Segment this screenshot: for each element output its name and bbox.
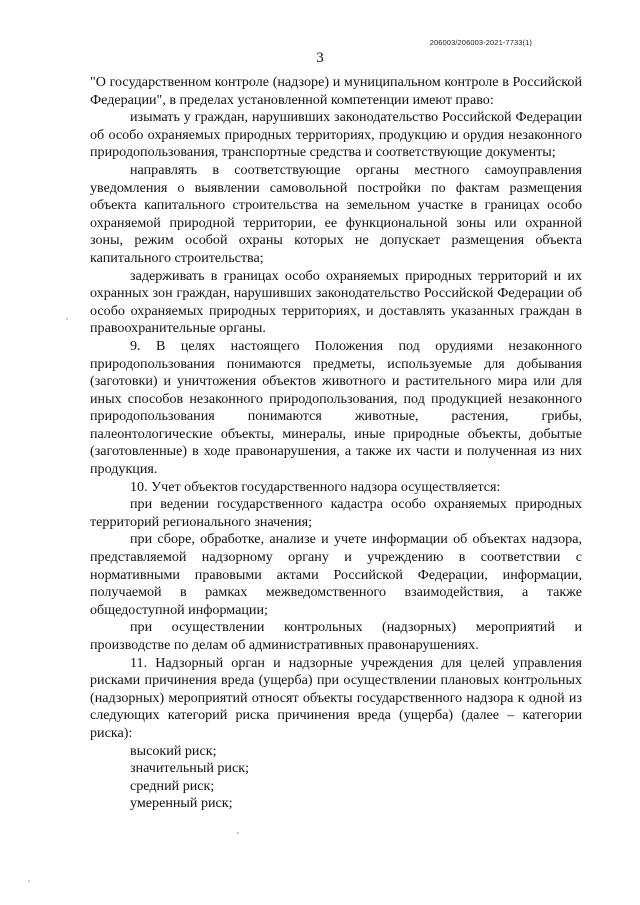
document-body <box>90 74 582 813</box>
document-registration-number: 206003/206003-2021-7733(1) <box>429 38 532 47</box>
paragraph-right-detain: задерживать в границах особо охраняемых природных территорий и их охранных зон граждан, нарушивших законодательство Российской Федерации об особо охраняемых природных территориях, и доставлять указанных граждан в правоохранительные органы. <box>90 267 582 337</box>
paragraph-item-10: 10. Учет объектов государственного надзора осуществляется: <box>130 478 501 495</box>
risk-category-significant: значительный риск; <box>130 760 249 777</box>
page-number: 3 <box>316 50 324 66</box>
scan-speck <box>237 832 239 834</box>
risk-category-moderate: умеренный риск; <box>130 795 233 812</box>
paragraph-item-9: 9. В целях настоящего Положения под орудиями незаконного природопользования понимаются предметы, используемые для добывания (заготовки) и уничтожения объектов животного и растительного мира или для иных способов незаконного природопользования, под продукцией незаконного природопользования понимаются животные, растения, грибы, палеонтологические объекты, минералы, иные природные объекты, добытые (заготовленные) в ходе правонарушения, а также их части и полученная из них продукция. <box>90 337 582 478</box>
scan-speck <box>66 318 68 320</box>
risk-category-medium: средний риск; <box>130 777 215 794</box>
paragraph-item-10-information: при сборе, обработке, анализе и учете информации об объектах надзора, представляемой надзорному органу и учреждению в соответствии с нормативными правовыми актами Российской Федерации, информации, получаемой в рамках межведомственного взаимодействия, а также общедоступной информации; <box>90 531 582 618</box>
scan-speck <box>28 880 30 882</box>
paragraph-right-seize: изымать у граждан, нарушивших законодательство Российской Федерации об особо охраняемых природных территориях, продукцию и орудия незаконного природопользования, транспортные средства и соответствующие документы; <box>90 109 582 161</box>
paragraph-item-10-cadastre: при ведении государственного кадастра особо охраняемых природных территорий регионального значения; <box>90 496 582 530</box>
paragraph-continuation: "О государственном контроле (надзоре) и муниципальном контроле в Российской Федерации", в пределах установленной компетенции имеют право: <box>90 74 582 108</box>
paragraph-item-11: 11. Надзорный орган и надзорные учреждения для целей управления рисками причинения вреда (ущерба) при осуществлении плановых контрольных (надзорных) мероприятий относят объекты государственного надзора к одной из следующих категорий риска причинения вреда (ущерба) (далее – категории риска): <box>90 654 582 741</box>
paragraph-item-10-measures: при осуществлении контрольных (надзорных) мероприятий и производстве по делам об административных правонарушениях. <box>90 619 582 653</box>
risk-category-high: высокий риск; <box>130 742 217 759</box>
paragraph-right-notify: направлять в соответствующие органы местного самоуправления уведомления о выявлении самовольной постройки по фактам размещения объекта капитального строительства на земельном участке в границах особо охраняемой природной территории, ее функциональной зоны или охранной зоны, режим особой охраны которых не допускает размещения объекта капитального строительства; <box>90 161 582 266</box>
